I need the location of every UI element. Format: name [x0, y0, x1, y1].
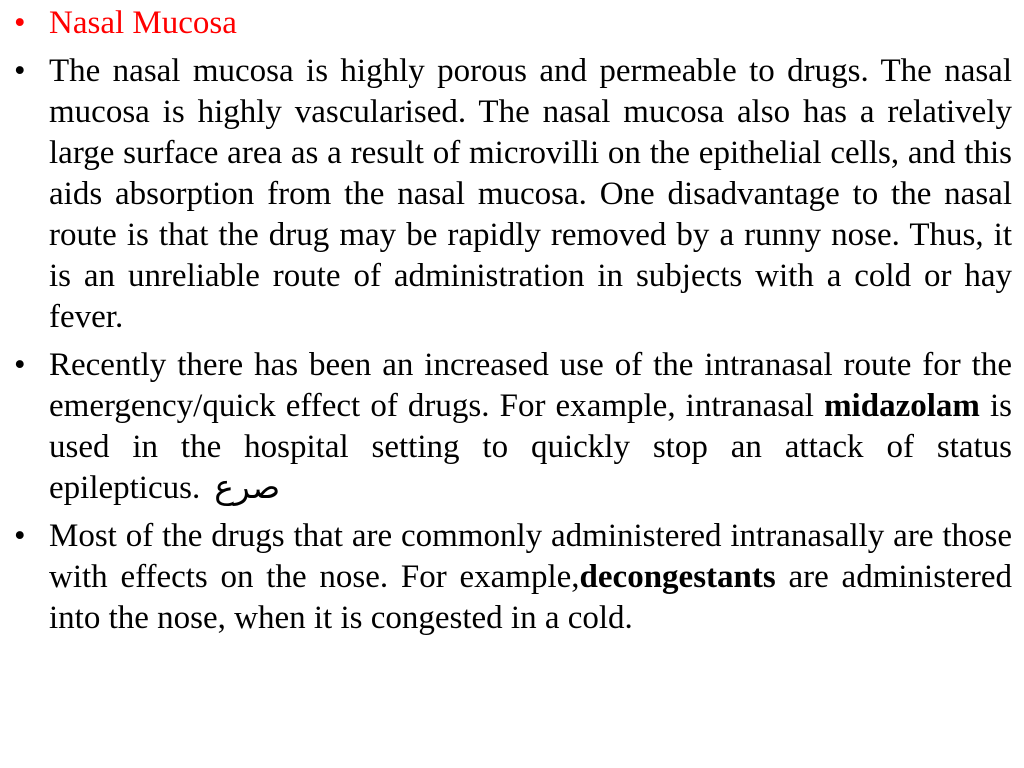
paragraph-text-before: Most of the drugs that are commonly administered intranasally are those with effects on the nose. For example, [49, 518, 1012, 595]
bullet-icon: • [14, 518, 26, 554]
bullet-icon: • [14, 53, 26, 89]
slide-heading: Nasal Mucosa [49, 5, 237, 41]
heading-item [12, 3, 1012, 44]
paragraph-text: The nasal mucosa is highly porous and permeable to drugs. The nasal mucosa is highly vascularised. The nasal mucosa also has a relatively large surface area as a result of microvilli on the epithelial cells, and this aids absorption from the nasal mucosa. One disadvantage to the nasal route is that the drug may be rapidly removed by a runny nose. Thus, it is an unreliable route of administration in subjects with a cold or hay fever. [49, 53, 1012, 335]
bullet-icon: • [14, 5, 26, 41]
drug-class-decongestants: decongestants [579, 559, 776, 595]
paragraph-text-after: is used in the hospital setting to quickly stop an attack of status epilepticus. [49, 388, 1013, 506]
bullet-item-intranasal-drugs [12, 516, 1012, 639]
bullet-icon: • [14, 347, 26, 383]
arabic-term: صرع [214, 470, 281, 506]
bullet-list [12, 3, 1012, 639]
paragraph-text-before: Recently there has been an increased use of the intranasal route for the emergency/quick effect of drugs. For example, intranasal [49, 347, 1012, 424]
paragraph-text-after: are administered into the nose, when it is congested in a cold. [49, 559, 1012, 636]
bullet-item-intranasal-route [12, 345, 1012, 509]
drug-name-midazolam: midazolam [824, 388, 980, 424]
bullet-item-nasal-mucosa [12, 51, 1012, 338]
